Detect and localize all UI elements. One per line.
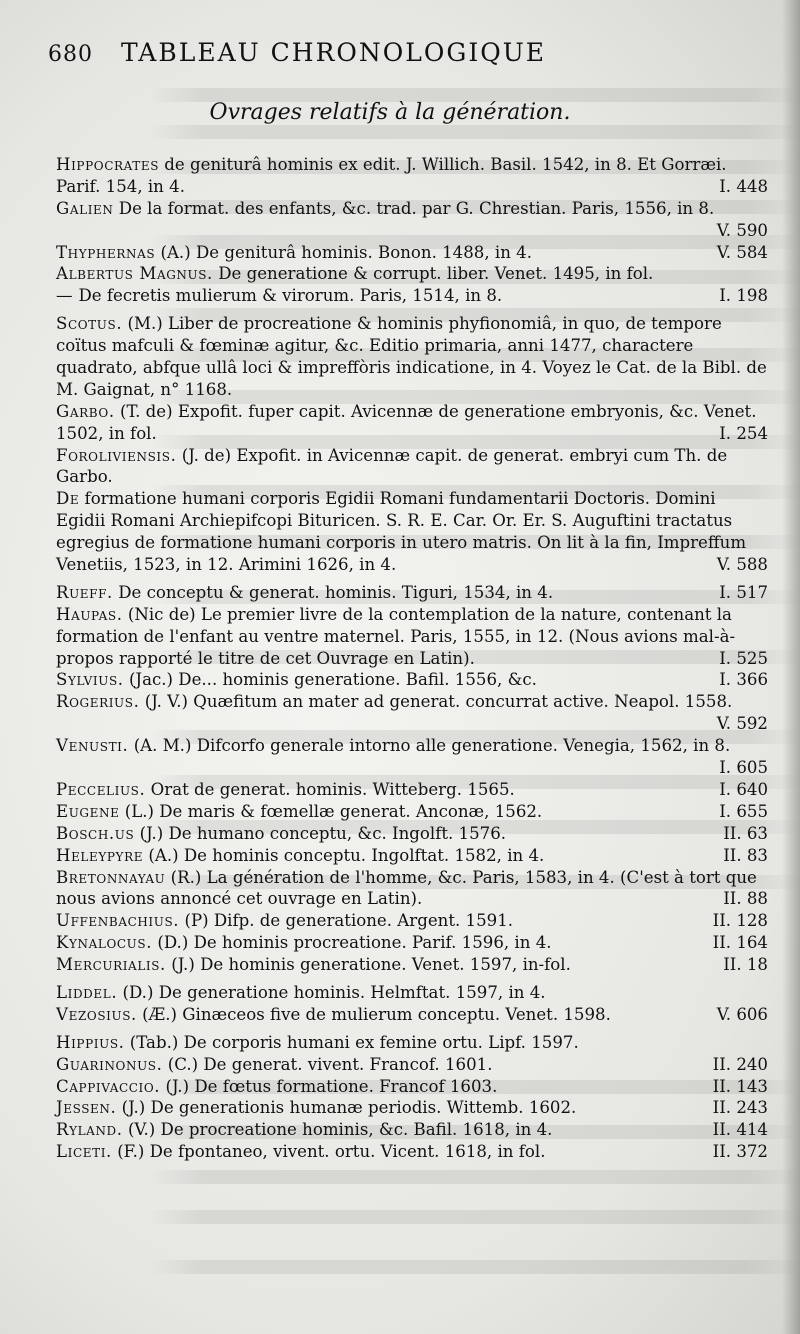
entry-author: Garbo. xyxy=(56,401,115,421)
entry-author: Vezosius. xyxy=(56,1004,137,1024)
entry-text: (P) Difp. de generatione. Argent. 1591. xyxy=(184,911,514,931)
bibliography-entry xyxy=(56,1076,768,1098)
page-reference: II. 63 xyxy=(723,823,768,843)
bibliography-entry xyxy=(56,669,768,691)
bibliography-entry xyxy=(56,604,768,670)
entry-author: Rueff. xyxy=(56,582,113,602)
entry-author: Hippius. xyxy=(56,1032,125,1052)
page-reference: V. 592 xyxy=(716,714,768,734)
bibliography-entry xyxy=(56,801,768,823)
entry-text: de geniturâ hominis ex edit. J. Willich. Basil. 1542, in 8. Et Gorræi. Parif. 154, in 4. xyxy=(56,155,727,196)
entry-text: (J. V.) Quæfitum an mater ad generat. concurrat active. Neapol. 1558. xyxy=(144,692,733,712)
bibliography-entry xyxy=(56,779,768,801)
entry-text: (F.) De fpontaneo, vivent. ortu. Vicent. 1618, in fol. xyxy=(117,1142,546,1162)
page-header xyxy=(48,38,660,67)
page-reference: I. 517 xyxy=(719,582,768,602)
bibliography-entry xyxy=(56,198,768,242)
bibliography-entry xyxy=(56,1141,768,1163)
bibliography-entry xyxy=(56,735,768,779)
bibliography-entry xyxy=(56,582,768,604)
entry-text: (R.) La génération de l'homme, &c. Paris, 1583, in 4. (C'est à tort que nous avions annoncé cet ouvrage en Latin). xyxy=(56,867,757,909)
page-reference: II. 143 xyxy=(712,1076,768,1096)
page-reference: V. 606 xyxy=(716,1004,768,1024)
bibliography-entry xyxy=(56,1054,768,1076)
page-reference: I. 640 xyxy=(719,779,768,799)
page-reference: I. 254 xyxy=(719,423,768,443)
entry-author: Mercurialis. xyxy=(56,955,166,975)
entry-author: Hippocrates xyxy=(56,155,160,174)
entry-author: Liddel. xyxy=(56,982,118,1002)
bibliography-entry xyxy=(56,954,768,976)
bibliography-entry xyxy=(56,285,768,307)
entry-text: De fecretis mulierum & virorum. Paris, 1514, in 8. xyxy=(78,286,503,306)
page-reference: II. 414 xyxy=(712,1120,768,1140)
bibliography-entry xyxy=(56,1004,768,1026)
bibliography-entry xyxy=(56,932,768,954)
entry-author: — xyxy=(56,286,74,306)
entry-text: (Æ.) Ginæceos five de mulierum conceptu. Venet. 1598. xyxy=(142,1004,611,1024)
page-reference: I. 655 xyxy=(719,801,768,821)
entry-author: Eugene xyxy=(56,801,120,821)
page-reference: II. 128 xyxy=(712,911,768,931)
entry-author: Haupas. xyxy=(56,604,123,624)
entry-author: Albertus Magnus. xyxy=(56,264,213,284)
entry-text: Orat de generat. hominis. Witteberg. 1565. xyxy=(150,779,515,799)
bibliography-entry xyxy=(56,263,768,285)
bibliography-entry xyxy=(56,845,768,867)
page-reference: I. 605 xyxy=(719,758,768,778)
bibliography-entry xyxy=(56,691,768,735)
entry-author: Heleypyre xyxy=(56,845,144,865)
bibliography-entry xyxy=(56,242,768,264)
page-reference: II. 83 xyxy=(723,845,768,865)
bibliography-entry xyxy=(56,154,768,198)
bibliography-entry xyxy=(56,1097,768,1119)
page-reference: I. 198 xyxy=(719,286,768,306)
page-reference: I. 448 xyxy=(719,176,768,196)
entry-text: (A.) De hominis conceptu. Ingolftat. 1582, in 4. xyxy=(148,845,545,865)
entry-author: Ryland. xyxy=(56,1120,123,1140)
entry-text: (J.) De hominis generatione. Venet. 1597, in-fol. xyxy=(171,955,571,975)
entry-text: (Tab.) De corporis humani ex femine ortu. Lipf. 1597. xyxy=(129,1032,579,1052)
entry-author: Scotus. xyxy=(56,314,123,334)
page-reference: II. 372 xyxy=(712,1142,768,1162)
bibliography-entry xyxy=(56,910,768,932)
entry-text: (J.) De humano conceptu, &c. Ingolft. 1576. xyxy=(139,823,507,843)
page-reference: II. 164 xyxy=(712,933,768,953)
entry-text: (J.) De fœtus formatione. Francof 1603. xyxy=(165,1076,498,1096)
entry-author: Kynalocus. xyxy=(56,933,153,953)
entry-author: Jessen. xyxy=(56,1098,117,1118)
bibliography-entry xyxy=(56,823,768,845)
entry-author: Rogerius. xyxy=(56,692,140,712)
entry-text: (V.) De procreatione hominis, &c. Bafil. 1618, in 4. xyxy=(127,1120,553,1140)
page-reference: I. 525 xyxy=(719,648,768,668)
entry-author: Guarinonus. xyxy=(56,1054,163,1074)
entry-author: Venusti. xyxy=(56,736,129,756)
entry-text: (L.) De maris & fœmellæ generat. Anconæ, 1562. xyxy=(124,801,543,821)
page-reference: II. 243 xyxy=(712,1098,768,1118)
bibliography-entry xyxy=(56,488,768,576)
bibliography-entry xyxy=(56,313,768,401)
section-title: Ovrages relatifs à la génération. xyxy=(209,100,571,125)
entry-text: (J.) De generationis humanæ periodis. Wittemb. 1602. xyxy=(121,1098,577,1118)
bibliography-entry xyxy=(56,1032,768,1054)
entry-author: Peccelius. xyxy=(56,779,146,799)
page-number: 680 xyxy=(48,42,93,67)
entry-author: Cappivaccio. xyxy=(56,1076,161,1096)
entry-text: De generatione & corrupt. liber. Venet. 1495, in fol. xyxy=(218,264,654,284)
bibliography-entry xyxy=(56,445,768,489)
entry-text: (D.) De hominis procreatione. Parif. 1596, in 4. xyxy=(157,933,552,953)
bibliography-entry xyxy=(56,982,768,1004)
entry-text: (T. de) Expofit. fuper capit. Avicennæ de generatione embryonis, &c. Venet. 1502, in fol. xyxy=(56,401,757,443)
bibliography-entry xyxy=(56,401,768,445)
entry-text: (A.) De geniturâ hominis. Bonon. 1488, in 4. xyxy=(160,242,532,262)
entry-text: De conceptu & generat. hominis. Tiguri, 1534, in 4. xyxy=(118,582,554,602)
entry-text: (A. M.) Difcorfo generale intorno alle generatione. Venegia, 1562, in 8. xyxy=(133,736,731,756)
entry-author: Bretonnayau xyxy=(56,867,166,887)
entry-text: (Jac.) De... hominis generatione. Bafil. 1556, &c. xyxy=(128,670,537,690)
bibliography-entry xyxy=(56,1119,768,1141)
entry-author: De xyxy=(56,489,80,509)
entry-text: formatione humani corporis Egidii Romani fundamentarii Doctoris. Domini Egidii Romani Archiepifcopi Bituricen. S. R. E. Car. Or. Er. S. Auguftini tractatus egregius de formatione humani corporis in utero matris. On lit à la fin, Impreffum Venetiis, 1523, in 12. Arimini 1626, in 4. xyxy=(56,489,747,575)
entry-text: (J. de) Expofit. in Avicennæ capit. de generat. embryi cum Th. de Garbo. xyxy=(56,445,728,487)
page-edge-shadow xyxy=(782,0,800,1334)
running-title: TABLEAU CHRONOLOGIQUE xyxy=(121,38,547,67)
page-reference: V. 584 xyxy=(716,242,768,262)
entry-author: Thyphernas xyxy=(56,242,156,262)
page-reference: V. 590 xyxy=(716,220,768,240)
entry-text: (C.) De generat. vivent. Francof. 1601. xyxy=(167,1054,493,1074)
entry-text: (Nic de) Le premier livre de la contemplation de la nature, contenant la formation de l'enfant au ventre maternel. Paris, 1555, in 12. (Nous avions mal-à-propos rapporté le titre de cet Ouvrage en Latin). xyxy=(56,604,736,668)
page-reference: V. 588 xyxy=(716,555,768,575)
entry-text: (M.) Liber de procreatione & hominis phyfionomiâ, in quo, de tempore coïtus mafculi & fœminæ agitur, &c. Editio primaria, anni 1477, charactere quadrato, abfque ullâ loci & impreffòris indicatione, in 4. Voyez le Cat. de la Bibl. de M. Gaignat, n° 1168. xyxy=(56,314,767,399)
entry-author: Uffenbachius. xyxy=(56,911,180,931)
bibliography-entry xyxy=(56,867,768,911)
entry-text: (D.) De generatione hominis. Helmftat. 1597, in 4. xyxy=(122,982,546,1002)
bibliography-list xyxy=(56,154,768,1163)
entry-author: Foroliviensis. xyxy=(56,445,177,465)
entry-author: Galien xyxy=(56,198,114,218)
page-reference: II. 240 xyxy=(712,1054,768,1074)
page-reference: I. 366 xyxy=(719,670,768,690)
entry-author: Bosch.us xyxy=(56,823,135,843)
page-reference: II. 88 xyxy=(723,889,768,909)
entry-author: Sylvius. xyxy=(56,670,124,690)
page-reference: II. 18 xyxy=(723,955,768,975)
entry-author: Liceti. xyxy=(56,1142,112,1162)
entry-text: De la format. des enfants, &c. trad. par G. Chrestian. Paris, 1556, in 8. xyxy=(118,198,715,218)
